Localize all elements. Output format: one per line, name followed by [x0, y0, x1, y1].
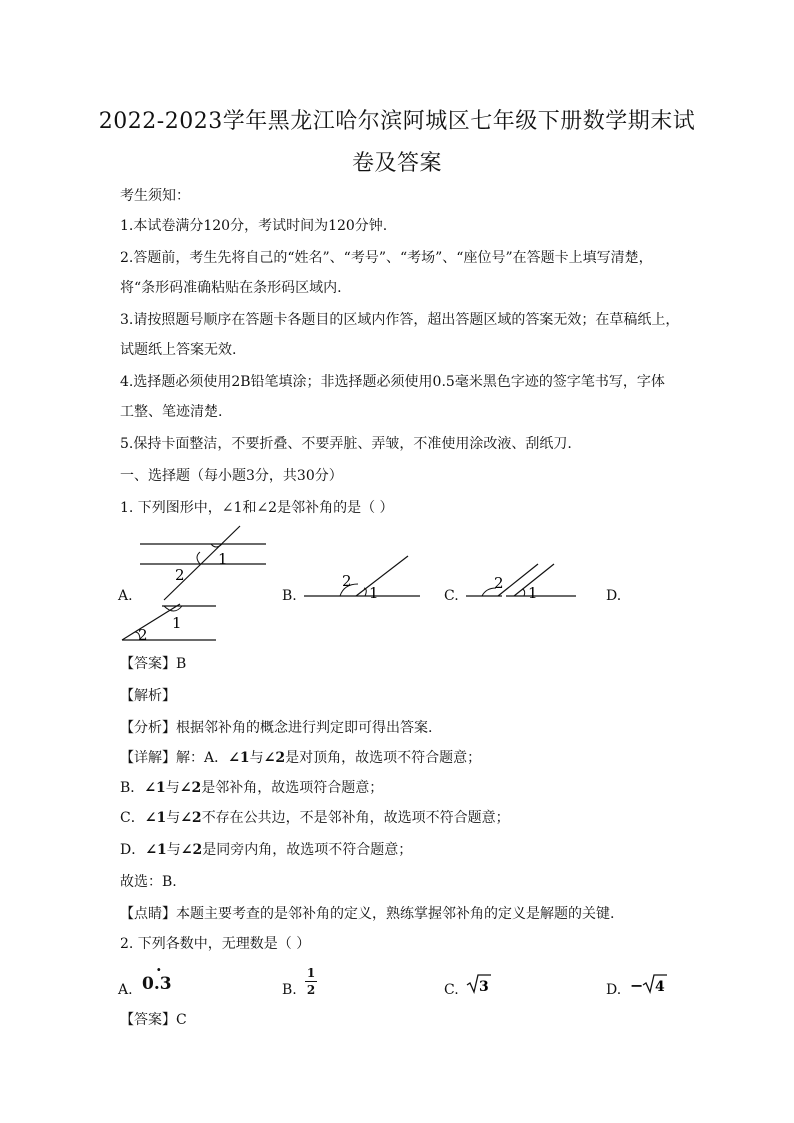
- q2-value-a: [142, 960, 172, 994]
- repeating-dot: ·: [156, 960, 162, 979]
- q1-detail-d: [120, 840, 412, 860]
- angle-1-symbol: ∠1: [145, 842, 167, 858]
- section-heading: 一、选择题（每小题3分，共30分）: [120, 468, 343, 484]
- q2-option-c: C.: [444, 982, 459, 998]
- detail-prefix: 【详解】解：A．: [120, 750, 229, 766]
- q1-detail-a: [120, 748, 481, 768]
- value-0-3: 0.3: [142, 974, 172, 994]
- notice-4b: 工整、笔迹清楚.: [120, 404, 223, 420]
- fig-b-label-1: 1: [369, 584, 379, 602]
- figure-d: [122, 604, 216, 644]
- sqrt3-radicand: 3: [479, 979, 489, 995]
- fig-c-label-2: 2: [494, 574, 504, 592]
- figure-a: [140, 526, 266, 600]
- notice-3a: 3.请按照题号顺序在答题卡各题目的区域内作答，超出答题区域的答案无效；在草稿纸上，: [120, 312, 680, 328]
- neg-sign: −: [630, 976, 644, 995]
- q1-analysis-heading: 【解析】: [120, 688, 176, 704]
- doc-title-line1: 2022-2023学年黑龙江哈尔滨阿城区七年级下册数学期末试: [98, 109, 696, 134]
- q1-comment: 【点睛】本题主要考查的是邻补角的定义，熟练掌握邻补角的定义是解题的关键.: [120, 906, 615, 922]
- letter-d: D．: [120, 842, 146, 858]
- angle-1-symbol: ∠1: [144, 780, 166, 796]
- angle-1-symbol: ∠1: [144, 810, 167, 826]
- angle-2-symbol: ∠2: [180, 842, 203, 858]
- figure-c: [466, 564, 576, 602]
- with-text: 与: [166, 810, 181, 826]
- sqrt4-radicand: 4: [655, 979, 665, 995]
- q1-answer: 【答案】B: [120, 656, 187, 672]
- q1-detail-b: [120, 778, 383, 798]
- notice-4a: 4.选择题必须使用2B铅笔填涂；非选择题必须使用0.5毫米黑色字迹的签字笔书写，字体: [120, 374, 665, 390]
- fraction-numerator: 1: [306, 966, 316, 980]
- letter-b: B．: [120, 780, 145, 796]
- detail-b-text: 是邻补角，故选项符合题意；: [201, 780, 384, 796]
- q2-stem: 2. 下列各数中，无理数是（ ）: [120, 936, 311, 952]
- letter-c: C．: [120, 810, 145, 826]
- q1-figures: [118, 522, 588, 648]
- q1-option-d: D.: [606, 588, 622, 604]
- fig-d-label-1: 1: [172, 614, 182, 632]
- q2-option-d: D.: [606, 982, 622, 998]
- fig-a-label-2: 2: [175, 566, 185, 584]
- angle-2-symbol: ∠2: [179, 780, 202, 796]
- q1-detail-c: [120, 808, 510, 828]
- notice-heading: 考生须知：: [120, 188, 190, 204]
- notice-3b: 试题纸上答案无效.: [120, 342, 237, 358]
- angle-2-symbol: ∠2: [180, 810, 202, 826]
- q1-conclusion: 故选：B.: [120, 874, 177, 890]
- detail-c-text: 不存在公共边，不是邻补角，故选项不符合题意；: [201, 810, 510, 826]
- notice-5: 5.保持卡面整洁，不要折叠、不要弄脏、弄皱，不准使用涂改液、刮纸刀.: [120, 436, 572, 452]
- detail-d-text: 是同旁内角，故选项不符合题意；: [202, 842, 413, 858]
- fraction-denominator: 2: [306, 983, 316, 997]
- sqrt4-symbol: [642, 972, 668, 996]
- q2-option-a: A.: [118, 982, 133, 998]
- notice-2b: 将“条形码准确粘贴在条形码区域内.: [120, 280, 342, 296]
- q1-fenxi: 【分析】根据邻补角的概念进行判定即可得出答案.: [120, 720, 433, 736]
- angle-2-symbol: ∠2: [263, 750, 286, 766]
- fraction-bar: [305, 981, 317, 982]
- q2-answer: 【答案】C: [120, 1012, 187, 1028]
- fig-c-label-1: 1: [528, 584, 538, 602]
- doc-title-line2: 卷及答案: [351, 151, 442, 176]
- with-text: 与: [166, 842, 181, 858]
- angle-1-symbol: ∠1: [228, 750, 250, 766]
- q1-option-b: B.: [282, 588, 297, 604]
- q1-option-a: A.: [118, 588, 133, 604]
- detail-a-text: 是对顶角，故选项不符合题意；: [285, 750, 482, 766]
- q2-fraction: [305, 966, 317, 997]
- q2-option-b: B.: [282, 982, 297, 998]
- fig-a-label-1: 1: [218, 550, 228, 568]
- with-text: 与: [249, 750, 264, 766]
- sqrt3-symbol: [466, 972, 492, 996]
- q1-stem: 1. 下列图形中，∠1和∠2是邻补角的是（ ）: [120, 500, 394, 516]
- fig-b-label-2: 2: [342, 572, 352, 590]
- with-text: 与: [165, 780, 180, 796]
- fig-d-label-2: 2: [138, 626, 148, 644]
- notice-1: 1.本试卷满分120分，考试时间为120分钟.: [120, 218, 388, 234]
- q1-option-c: C.: [444, 588, 459, 604]
- notice-2a: 2.答题前，考生先将自己的“姓名”、“考号”、“考场”、“座位号”在答题卡上填写清楚，: [120, 250, 653, 266]
- figure-b: [304, 556, 420, 602]
